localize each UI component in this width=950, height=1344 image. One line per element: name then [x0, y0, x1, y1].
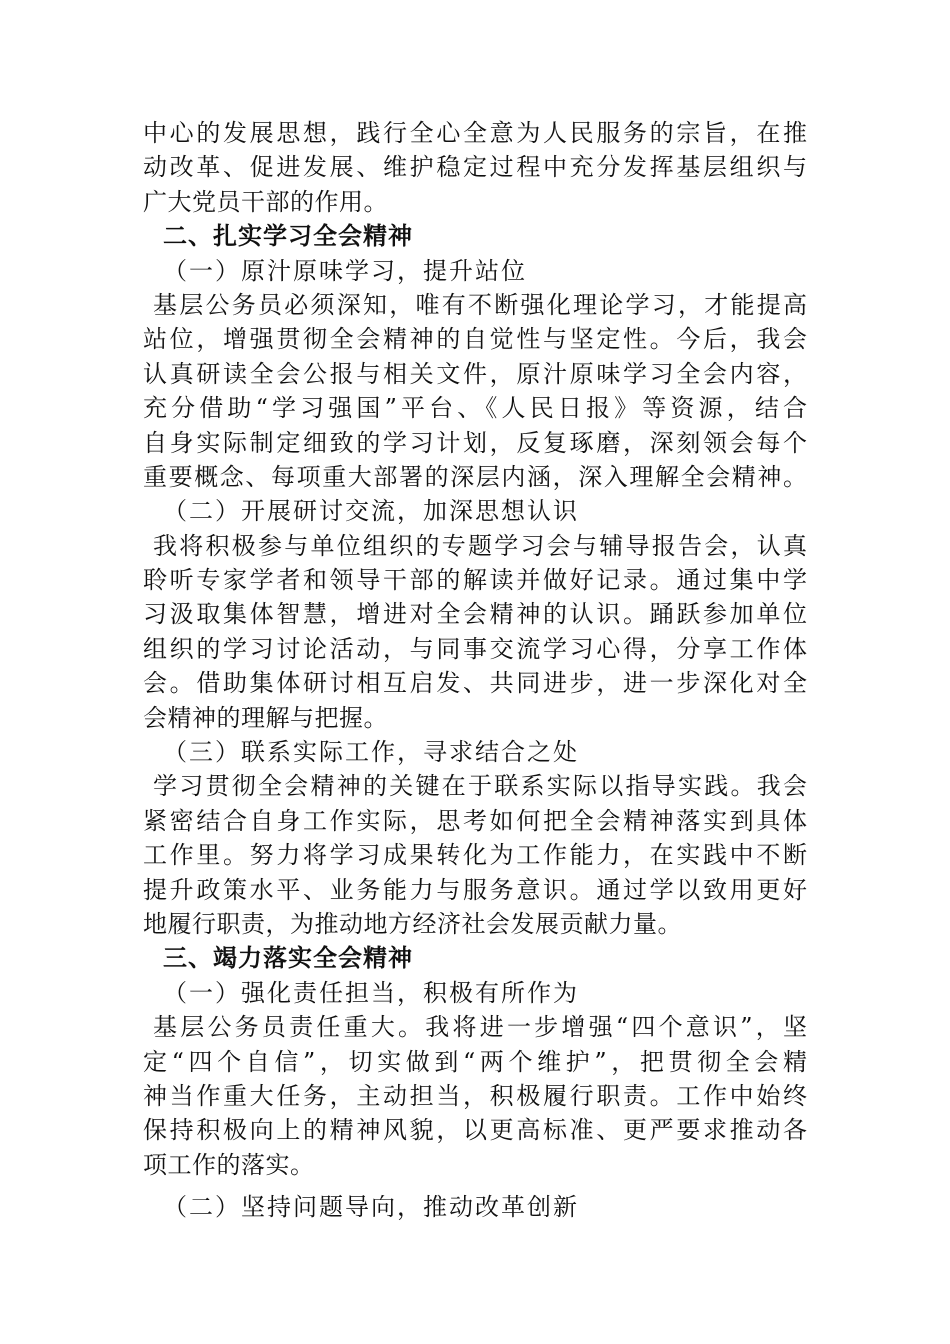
paragraph-line: 会。借助集体研讨相互启发、共同进步，进一步深化对全: [143, 669, 807, 698]
paragraph-line: 保持积极向上的精神风貌，以更高标准、更严要求推动各: [143, 1116, 807, 1145]
paragraph-line: 认真研读全会公报与相关文件，原汁原味学习全会内容，: [143, 359, 807, 388]
paragraph-line: 工作里。努力将学习成果转化为工作能力，在实践中不断: [143, 841, 807, 870]
subsection-heading: （一）原汁原味学习，提升站位: [163, 256, 527, 285]
paragraph-line: 自身实际制定细致的学习计划，反复琢磨，深刻领会每个: [143, 428, 807, 457]
paragraph-line: 会精神的理解与把握。: [143, 703, 388, 732]
paragraph-line: 重要概念、每项重大部署的深层内涵，深入理解全会精神。: [143, 462, 807, 491]
paragraph-line: 提升政策水平、业务能力与服务意识。通过学以致用更好: [143, 875, 807, 904]
paragraph-line: 我将积极参与单位组织的专题学习会与辅导报告会，认真: [153, 531, 807, 560]
paragraph-line: 聆听专家学者和领导干部的解读并做好记录。通过集中学: [143, 566, 807, 595]
paragraph-line: 广大党员干部的作用。: [143, 187, 388, 216]
section-heading: 三、竭力落实全会精神: [163, 944, 413, 973]
paragraph-line: 地履行职责，为推动地方经济社会发展贡献力量。: [143, 909, 682, 938]
subsection-heading: （三）联系实际工作，寻求结合之处: [163, 738, 579, 767]
paragraph-line: 基层公务员责任重大。我将进一步增强“四个意识”，坚: [153, 1013, 807, 1042]
paragraph-line: 动改革、促进发展、维护稳定过程中充分发挥基层组织与: [143, 153, 807, 182]
paragraph-line: 项工作的落实。: [143, 1150, 315, 1179]
document-page: [143, 116, 807, 1225]
paragraph-line: 习汲取集体智慧，增进对全会精神的认识。踊跃参加单位: [143, 600, 807, 629]
paragraph-line: 神当作重大任务，主动担当，积极履行职责。工作中始终: [143, 1081, 807, 1110]
subsection-heading: （二）开展研讨交流，加深思想认识: [163, 497, 579, 526]
paragraph-line: 站位，增强贯彻全会精神的自觉性与坚定性。今后，我会: [143, 325, 807, 354]
paragraph-line: 组织的学习讨论活动，与同事交流学习心得，分享工作体: [143, 634, 807, 663]
paragraph-line: 紧密结合自身工作实际，思考如何把全会精神落实到具体: [143, 806, 807, 835]
subsection-heading: （一）强化责任担当，积极有所作为: [163, 978, 579, 1007]
section-heading: 二、扎实学习全会精神: [163, 222, 413, 251]
paragraph-line: 定“四个自信”，切实做到“两个维护”，把贯彻全会精: [143, 1047, 807, 1076]
paragraph-line: 基层公务员必须深知，唯有不断强化理论学习，才能提高: [153, 290, 807, 319]
paragraph-line: 充分借助“学习强国”平台、《人民日报》等资源，结合: [143, 394, 807, 423]
paragraph-line: 中心的发展思想，践行全心全意为人民服务的宗旨，在推: [143, 119, 807, 147]
paragraph-line: 学习贯彻全会精神的关键在于联系实际以指导实践。我会: [153, 772, 807, 801]
subsection-heading: （二）坚持问题导向，推动改革创新: [163, 1193, 579, 1222]
